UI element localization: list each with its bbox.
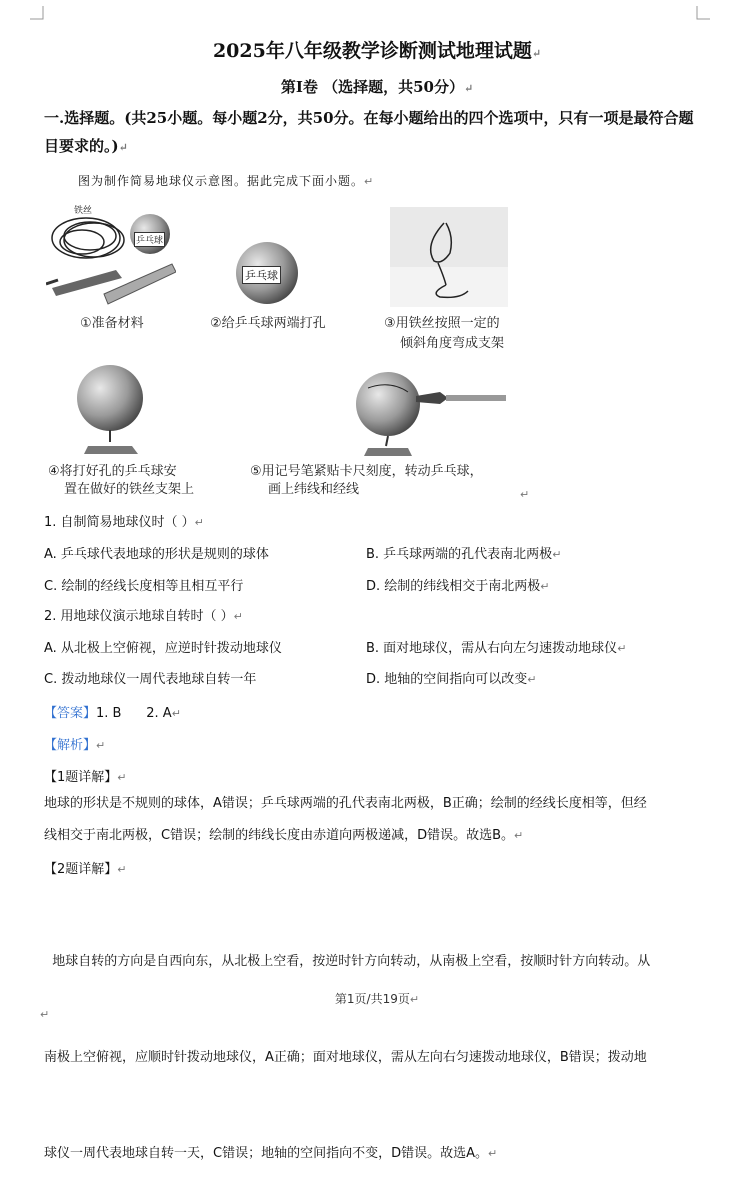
question-2-stem: 2. 用地球仪演示地球自转时（ ）↵ [44, 609, 243, 624]
step-3-caption-line2: 倾斜角度弯成支架 [400, 336, 505, 351]
step-5-caption-line2: 画上纬线和经线 [268, 482, 360, 497]
ball-label-1: 乒乓球 [134, 232, 165, 247]
figure-globe-marker-image [350, 368, 514, 458]
step-4-caption-line2: 置在做好的铁丝支架上 [64, 482, 195, 497]
detail-2-line-2: 南极上空俯视，应顺时针拨动地球仪，A正确；面对地球仪，需从左向右匀速拨动地球仪，B错误；拨动地 [44, 1050, 647, 1065]
figure-globe-stand-image [66, 362, 160, 456]
step-1-caption: ①准备材料 [80, 316, 144, 331]
figure-wire-frame-image [390, 207, 508, 307]
question-intro: 图为制作简易地球仪示意图。据此完成下面小题。↵ [78, 174, 375, 188]
detail-1-line-1: 地球的形状是不规则的球体，A错误；乒乓球两端的孔代表南北两极，B正确；绘制的经线长度相等，但经 [44, 796, 647, 811]
crop-mark-top-right [696, 6, 710, 20]
answer-line: 【答案】1. B 2. A↵ [44, 706, 181, 721]
page-footer: 第1页/共19页↵ [334, 992, 420, 1006]
detail-1-line-2: 线相交于南北两极，C错误；绘制的纬线长度由赤道向两极递减，D错误。故选B。↵ [44, 828, 524, 843]
exam-title: 2025年八年级教学诊断测试地理试题↵ [212, 40, 542, 62]
figure-materials-image [46, 200, 176, 310]
detail-2-heading: 【2题详解】↵ [44, 862, 127, 877]
question-2-option-d: D. 地轴的空间指向可以改变↵ [366, 672, 537, 687]
question-2-option-b: B. 面对地球仪，需从右向左匀速拨动地球仪↵ [366, 641, 627, 656]
detail-1-paragraph [44, 788, 712, 852]
paragraph-mark-bottom: ↵ [40, 1008, 50, 1021]
step-2-caption: ②给乒乓球两端打孔 [210, 316, 326, 331]
section-instruction: 一.选择题。(共25小题。每小题2分，共50分。在每小题给出的四个选项中，只有一项是最符合题目要求的。)↵ [44, 109, 694, 155]
question-2-option-a: A. 从北极上空俯视，应逆时针拨动地球仪 [44, 641, 282, 656]
question-1-option-c: C. 绘制的经线长度相等且相互平行 [44, 579, 244, 594]
paragraph-mark: ↵ [520, 488, 530, 501]
analysis-tag: 【解析】 [44, 738, 97, 753]
question-1-stem: 1. 自制简易地球仪时（ ）↵ [44, 515, 204, 530]
detail-2-paragraph [44, 882, 712, 1202]
step-4-caption: ④将打好孔的乒乓球安 [48, 464, 177, 479]
step-5-caption: ⑤用记号笔紧贴卡尺刻度，转动乒乓球， [250, 464, 483, 479]
section-title: 第Ⅰ卷 （选择题，共50分）↵ [280, 78, 474, 96]
detail-2-line-3: 球仪一周代表地球自转一天，C错误；地轴的空间指向不变，D错误。故选A。↵ [44, 1146, 498, 1161]
step-3-caption: ③用铁丝按照一定的 [384, 316, 500, 331]
question-2-option-c: C. 拨动地球仪一周代表地球自转一年 [44, 672, 257, 687]
ball-label-2: 乒乓球 [242, 266, 281, 284]
answer-text: 1. B 2. A [96, 706, 172, 721]
crop-mark-top-left [30, 6, 44, 20]
answer-tag: 【答案】 [44, 706, 97, 721]
question-1-option-b: B. 乒乓球两端的孔代表南北两极↵ [366, 547, 562, 562]
question-1-option-a: A. 乒乓球代表地球的形状是规则的球体 [44, 547, 269, 562]
question-1-option-d: D. 绘制的纬线相交于南北两极↵ [366, 579, 550, 594]
analysis-line: 【解析】↵ [44, 738, 106, 753]
detail-1-heading: 【1题详解】↵ [44, 770, 127, 785]
detail-2-line-1: 地球自转的方向是自西向东，从北极上空看，按逆时针方向转动，从南极上空看，按顺时针方向转动。从 [44, 954, 651, 969]
wire-label: 铁丝 [74, 206, 93, 216]
